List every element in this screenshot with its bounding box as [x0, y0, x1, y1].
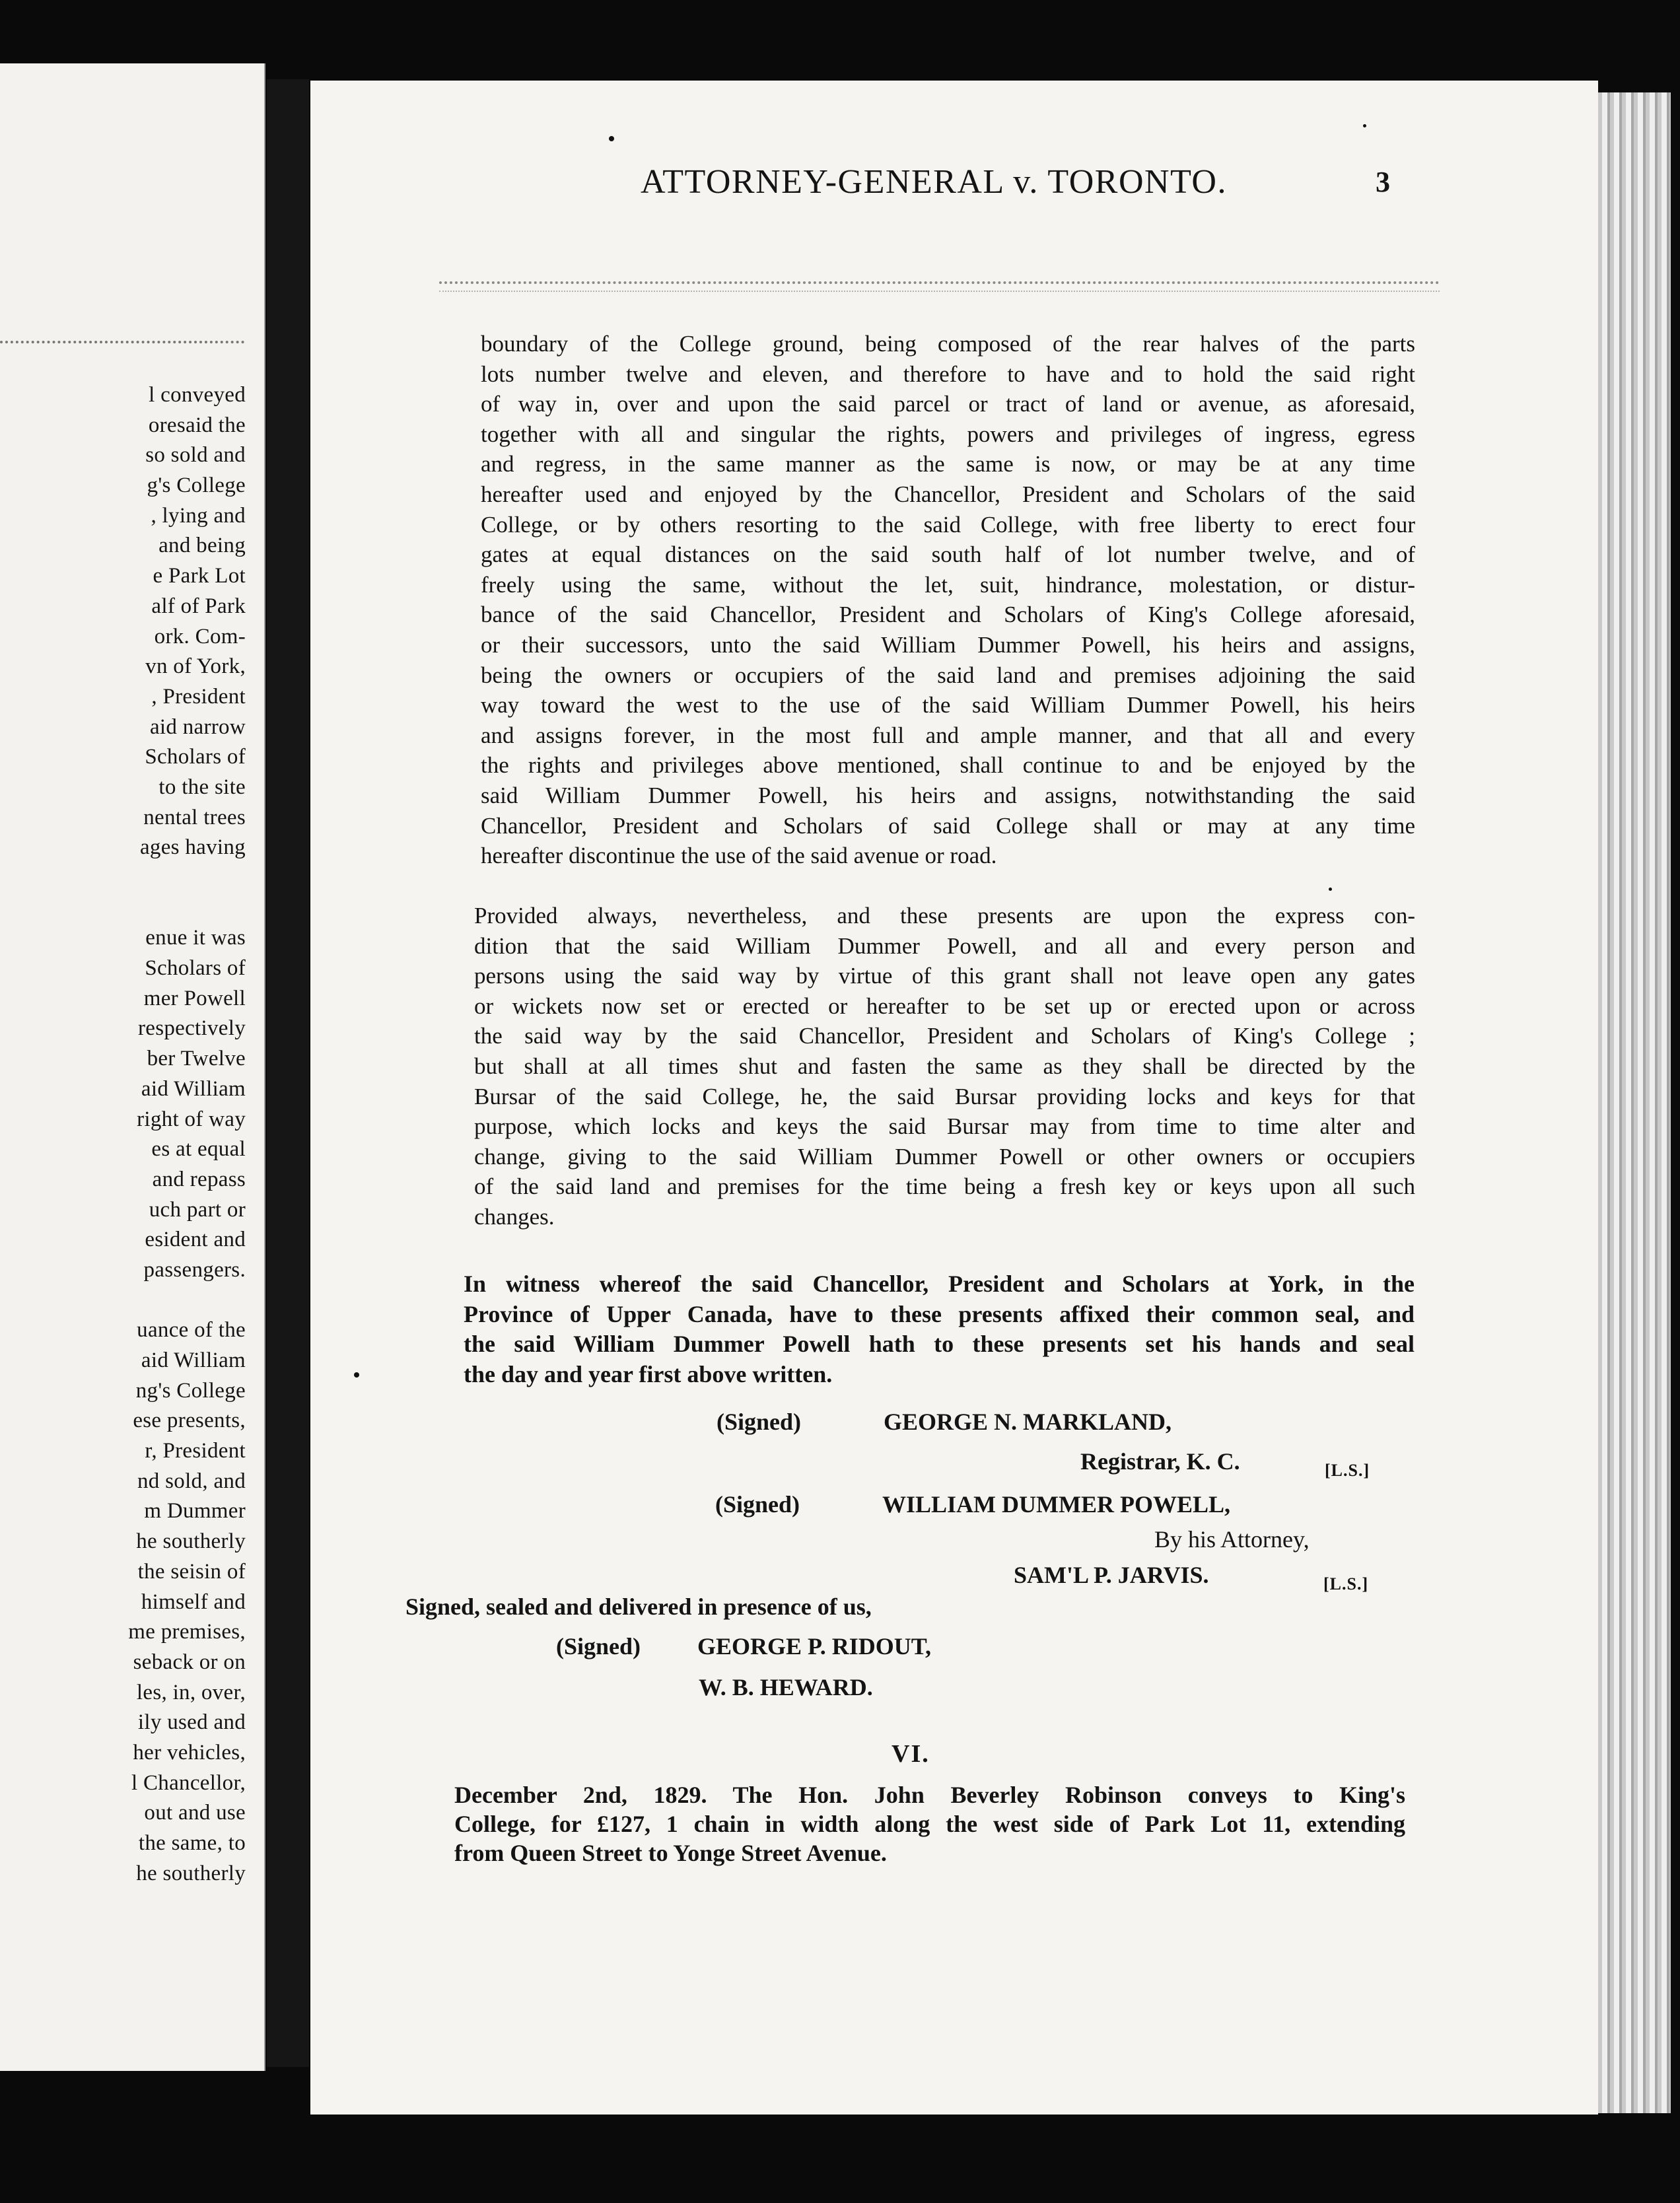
seal-mark: [L.S.] — [1325, 1461, 1370, 1480]
left-page-line: aid narrow — [149, 715, 246, 739]
signatory-markland: GEORGE N. MARKLAND, — [884, 1409, 1172, 1435]
text-line: bance of the said Chancellor, President and Scholars of King's College aforesaid, — [481, 602, 1415, 628]
left-page-line: he southerly — [136, 1529, 246, 1554]
text-line: boundary of the College ground, being composed of the rear halves of the parts — [481, 331, 1415, 357]
text-line: hereafter discontinue the use of the said avenue or road. — [481, 843, 997, 869]
header-rule-secondary — [439, 291, 1440, 292]
left-page-line: enue it was — [145, 926, 246, 950]
text-line: the said way by the said Chancellor, President and Scholars of King's College ; — [474, 1023, 1415, 1049]
left-page-line: the same, to — [138, 1831, 246, 1855]
left-page-line: Scholars of — [145, 956, 246, 981]
text-line: Bursar of the said College, he, the said Bursar providing locks and keys for that — [474, 1083, 1415, 1109]
left-page-line: nd sold, and — [137, 1469, 246, 1493]
left-page-line: so sold and — [145, 443, 246, 468]
witness-ridout: GEORGE P. RIDOUT, — [697, 1633, 932, 1660]
text-line: changes. — [474, 1203, 555, 1230]
left-page-line: ork. Com- — [154, 624, 246, 648]
signatory-jarvis: SAM'L P. JARVIS. — [1014, 1562, 1209, 1588]
text-line: gates at equal distances on the said south half of lot number twelve, and of — [481, 542, 1415, 568]
left-page-line: me premises, — [128, 1620, 246, 1644]
signatory-title-attorney: By his Attorney, — [1154, 1526, 1310, 1553]
left-page-line: m Dummer — [144, 1499, 246, 1523]
paragraph-witness — [464, 1269, 1415, 1389]
left-page-line: ily used and — [137, 1710, 246, 1735]
text-line: purpose, which locks and keys the said Bursar may from time to time alter and — [474, 1113, 1415, 1140]
left-page-line: ng's College — [135, 1378, 246, 1403]
left-page-line — [0, 1286, 246, 1316]
right-page — [310, 81, 1598, 2115]
left-page-line: respectively — [137, 1016, 246, 1041]
left-page-line: oresaid the — [148, 413, 246, 437]
signatory-title-registrar: Registrar, K. C. — [1080, 1448, 1240, 1475]
paragraph-grant — [481, 329, 1415, 871]
left-page-text — [0, 380, 246, 1889]
left-page-line: , lying and — [151, 503, 246, 528]
page-edges — [1598, 92, 1671, 2113]
text-line: persons using the said way by virtue of this grant shall not leave open any gates — [474, 963, 1415, 989]
text-line: December 2nd, 1829. The Hon. John Beverley Robinson conveys to King's — [454, 1782, 1405, 1808]
left-page-line: her vehicles, — [133, 1740, 246, 1765]
print-speck — [1363, 124, 1366, 127]
text-line: or their successors, unto the said William Dummer Powell, his heirs and assigns, — [481, 631, 1415, 658]
section-number: VI. — [892, 1740, 930, 1768]
left-page-line: ages having — [139, 835, 246, 860]
print-speck — [609, 136, 614, 141]
page-number: 3 — [1376, 166, 1390, 198]
text-line: In witness whereof the said Chancellor, President and Scholars at York, in the — [464, 1271, 1415, 1297]
running-title: ATTORNEY-GENERAL v. TORONTO. — [641, 163, 1227, 201]
text-line: dition that the said William Dummer Powell, and all and every person and — [474, 932, 1415, 959]
left-page-line: uance of the — [137, 1318, 246, 1343]
left-page-line: passengers. — [143, 1257, 246, 1282]
left-page-line — [0, 893, 246, 924]
left-page-line: aid William — [141, 1076, 246, 1101]
text-line: and regress, in the same manner as the same is now, or may be at any time — [481, 451, 1415, 477]
text-line: lots number twelve and eleven, and therefore to have and to hold the said right — [481, 361, 1415, 387]
book-spine — [267, 79, 309, 2067]
left-page-line: seback or on — [133, 1650, 246, 1674]
left-page-line: the seisin of — [137, 1559, 246, 1584]
left-page-line: right of way — [137, 1107, 246, 1131]
text-line: from Queen Street to Yonge Street Avenue. — [454, 1840, 887, 1866]
left-page-line: and repass — [152, 1167, 246, 1191]
text-line: Provided always, nevertheless, and these presents are upon the express con- — [474, 903, 1415, 928]
text-line: the said William Dummer Powell hath to these presents set his hands and seal — [464, 1331, 1415, 1358]
left-page-line: and being — [158, 534, 246, 558]
seal-mark: [L.S.] — [1323, 1574, 1369, 1593]
text-line: the rights and privileges above mentioned, shall continue to and be enjoyed by the — [481, 752, 1415, 779]
paragraph-proviso — [474, 901, 1415, 1232]
left-page-line: alf of Park — [151, 594, 246, 618]
left-page-line: l conveyed — [149, 383, 246, 407]
text-line: of the said land and premises for the time being a fresh key or keys upon all such — [474, 1173, 1415, 1200]
text-line: Province of Upper Canada, have to these presents affixed their common seal, and — [464, 1300, 1415, 1327]
left-page-line: , President — [151, 684, 246, 709]
witness-heward: W. B. HEWARD. — [699, 1674, 873, 1700]
text-line: and assigns forever, in the most full and ample manner, and that all and every — [481, 722, 1415, 748]
left-page-line: r, President — [145, 1439, 246, 1463]
text-line: freely using the same, without the let, suit, hindrance, molestation, or distur- — [481, 571, 1415, 598]
text-line: together with all and singular the rights, powers and privileges of ingress, egress — [481, 421, 1415, 447]
text-line: but shall at all times shut and fasten the same as they shall be directed by the — [474, 1053, 1415, 1079]
left-page-line: esident and — [145, 1228, 246, 1252]
left-facing-page — [0, 63, 265, 2071]
left-page-line — [0, 863, 246, 893]
left-page-line: out and use — [144, 1801, 246, 1825]
left-page-line: nental trees — [143, 805, 246, 829]
text-line: Chancellor, President and Scholars of said College shall or may at any time — [481, 812, 1415, 839]
left-page-line: mer Powell — [143, 986, 246, 1010]
left-page-line: les, in, over, — [136, 1680, 246, 1704]
left-page-line: es at equal — [151, 1137, 246, 1162]
left-page-line: l Chancellor, — [131, 1770, 246, 1795]
left-page-line: he southerly — [136, 1861, 246, 1885]
text-line: way toward the west to the use of the said William Dummer Powell, his heirs — [481, 692, 1415, 718]
witness-line: Signed, sealed and delivered in presence of us, — [405, 1593, 872, 1620]
left-page-line: g's College — [147, 473, 246, 498]
text-line: the day and year first above written. — [464, 1360, 833, 1387]
left-page-line: himself and — [141, 1590, 246, 1614]
left-page-rule — [0, 341, 244, 343]
text-line: or wickets now set or erected or hereafter to be set up or erected upon or across — [474, 993, 1415, 1019]
text-line: said William Dummer Powell, his heirs and assigns, notwithstanding the said — [481, 782, 1415, 808]
left-page-line: ese presents, — [133, 1409, 246, 1433]
text-line: being the owners or occupiers of the said land and premises adjoining the said — [481, 662, 1415, 688]
left-page-line: uch part or — [149, 1197, 246, 1222]
left-page-line: Scholars of — [145, 745, 246, 769]
text-line: of way in, over and upon the said parcel or tract of land or avenue, as aforesaid, — [481, 391, 1415, 417]
signed-label: (Signed) — [556, 1633, 641, 1660]
left-page-line: aid William — [141, 1348, 246, 1372]
text-line: College, or by others resorting to the said College, with free liberty to erect four — [481, 511, 1415, 538]
left-page-line: vn of York, — [145, 654, 246, 679]
left-page-line: e Park Lot — [153, 564, 246, 588]
print-speck — [354, 1372, 359, 1378]
print-speck — [1329, 888, 1332, 891]
header-rule — [439, 281, 1440, 284]
paragraph-section-vi — [454, 1780, 1405, 1868]
signed-label: (Signed) — [715, 1491, 800, 1518]
text-line: College, for £127, 1 chain in width along the west side of Park Lot 11, extending — [454, 1811, 1405, 1837]
left-page-line: to the site — [158, 775, 246, 799]
text-line: change, giving to the said William Dummer Powell or other owners or occupiers — [474, 1143, 1415, 1170]
signed-label: (Signed) — [717, 1409, 802, 1435]
text-line: hereafter used and enjoyed by the Chancellor, President and Scholars of the said — [481, 481, 1415, 507]
left-page-line: ber Twelve — [147, 1047, 246, 1071]
signatory-powell: WILLIAM DUMMER POWELL, — [882, 1491, 1231, 1518]
